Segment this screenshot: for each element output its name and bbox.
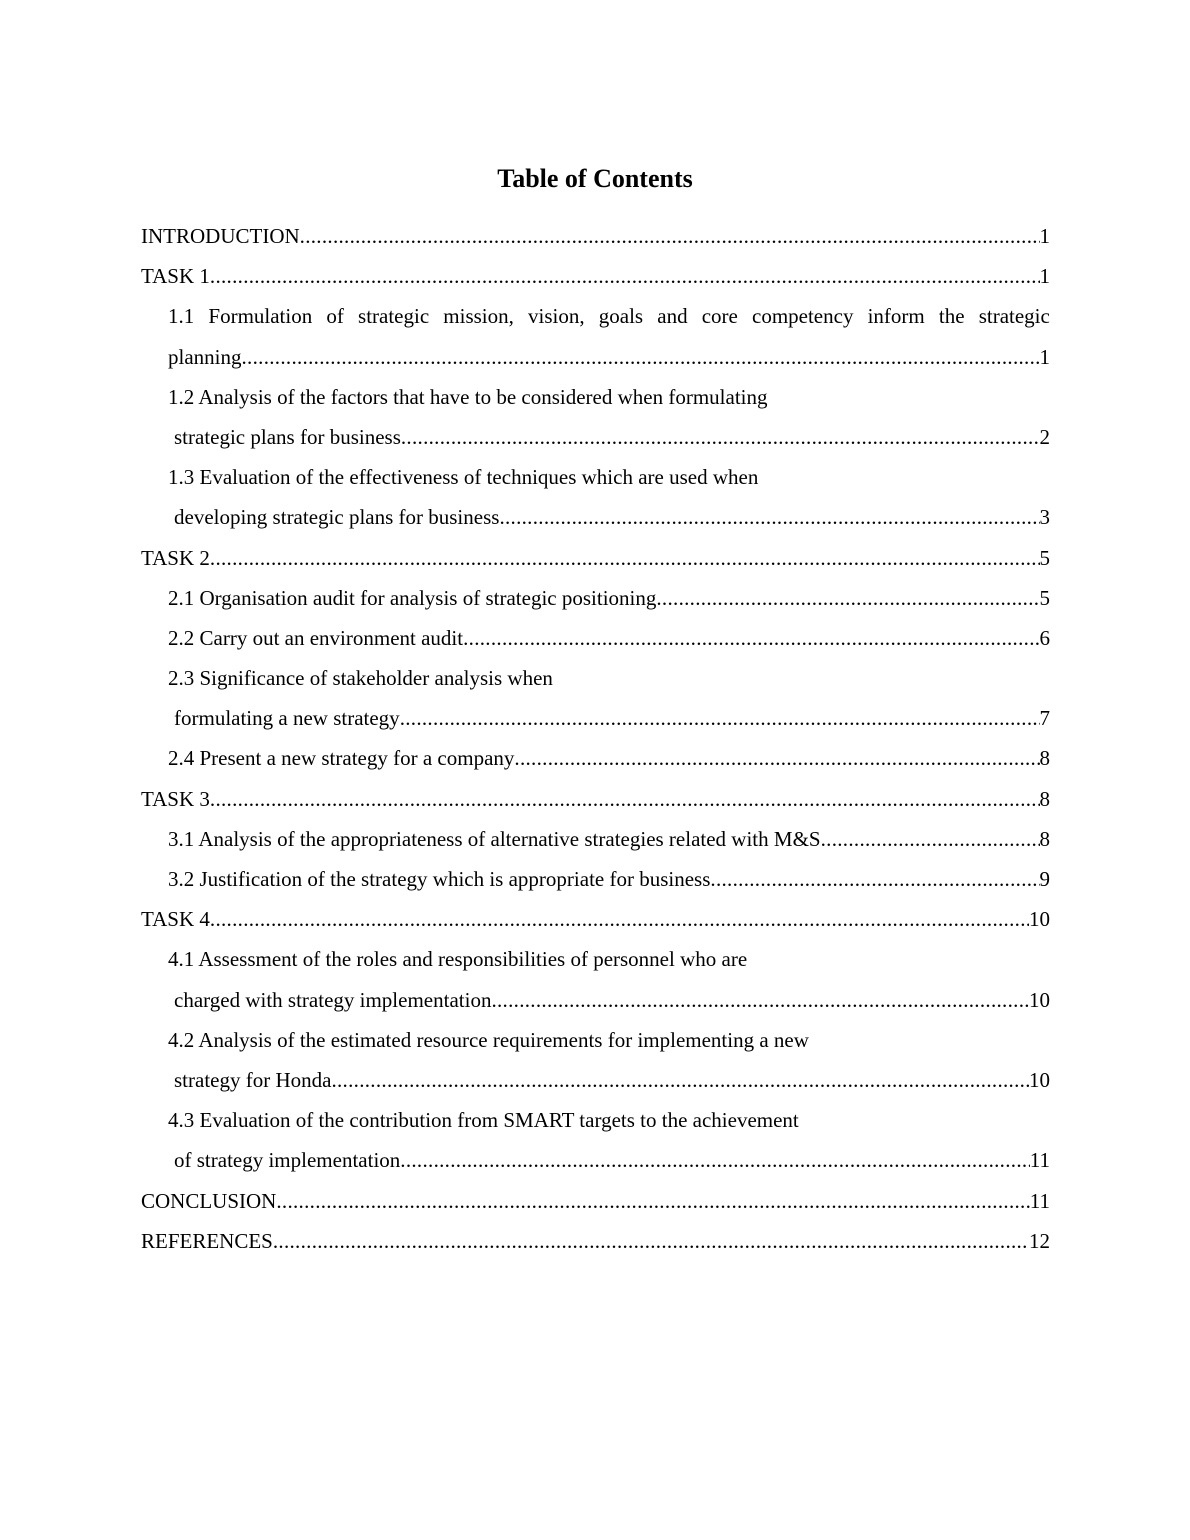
toc-entry-row	[168, 618, 1050, 658]
toc-page-number: 3	[1039, 505, 1050, 530]
toc-page-number: 1	[1039, 344, 1050, 369]
toc-entry-text: 2.4 Present a new strategy for a company	[168, 746, 515, 771]
toc-entry-row	[141, 899, 1050, 939]
toc-entry-first-line: 1.1 Formulation of strategic mission, vision, goals and core competency inform the strategic	[168, 304, 1050, 329]
toc-dot-leader	[210, 256, 1040, 296]
toc-dot-leader	[821, 819, 1040, 859]
toc-entry-text: strategy for Honda	[174, 1067, 332, 1092]
toc-page-number: 8	[1039, 786, 1050, 811]
toc-entry-row	[141, 1181, 1050, 1221]
toc-dot-leader	[273, 1221, 1029, 1261]
toc-page-number: 10	[1029, 1067, 1050, 1092]
toc-subsection-entry[interactable]	[141, 859, 1050, 899]
toc-entry-text: strategic plans for business	[174, 424, 401, 449]
toc-entry-row	[168, 578, 1050, 618]
toc-dot-leader	[276, 1181, 1029, 1221]
toc-page-number: 12	[1029, 1228, 1050, 1253]
toc-dot-leader	[710, 859, 1039, 899]
toc-entry-text: 3.2 Justification of the strategy which is appropriate for business	[168, 867, 711, 891]
toc-subsection-entry[interactable]	[141, 658, 1050, 738]
toc-entry-row	[168, 819, 1050, 859]
toc-entry-first-line: 4.1 Assessment of the roles and responsibilities of personnel who are	[168, 947, 748, 972]
toc-subsection-entry[interactable]	[141, 618, 1050, 658]
toc-entry-text: formulating a new strategy	[174, 706, 400, 731]
toc-entry-first-line: 2.3 Significance of stakeholder analysis when	[168, 666, 553, 691]
toc-entry-text: charged with strategy implementation	[174, 987, 492, 1012]
toc-entry-text: 2.2 Carry out an environment audit	[168, 625, 464, 650]
toc-entry-first-line: 1.3 Evaluation of the effectiveness of techniques which are used when	[168, 465, 759, 490]
toc-entry-row	[168, 738, 1050, 778]
toc-entry-row	[168, 1140, 1050, 1180]
toc-entry-text: planning	[168, 344, 242, 369]
toc-entry-text: TASK 2	[141, 545, 210, 570]
toc-page-number: 10	[1029, 907, 1050, 932]
toc-page-number: 6	[1039, 625, 1050, 650]
toc-page-number: 7	[1039, 706, 1050, 731]
toc-dot-leader	[400, 698, 1040, 738]
toc-page-number: 5	[1039, 585, 1050, 610]
toc-dot-leader	[210, 779, 1040, 819]
toc-page-number: 8	[1039, 826, 1050, 851]
toc-entry-row	[141, 256, 1050, 296]
toc-page-number: 1	[1039, 224, 1050, 248]
toc-dot-leader	[491, 980, 1029, 1020]
toc-entry-row	[168, 859, 1050, 899]
toc-section-entry[interactable]	[141, 779, 1050, 819]
toc-entry-text: TASK 3	[141, 786, 210, 811]
toc-section-entry[interactable]	[141, 1221, 1050, 1261]
toc-entry-row	[168, 698, 1050, 738]
toc-dot-leader	[210, 899, 1029, 939]
toc-entry-first-line: 4.2 Analysis of the estimated resource requirements for implementing a new	[168, 1027, 809, 1052]
toc-dot-leader	[401, 417, 1040, 457]
toc-subsection-entry[interactable]	[141, 819, 1050, 859]
toc-section-entry[interactable]	[141, 256, 1050, 296]
toc-entry-text: INTRODUCTION	[141, 224, 300, 248]
toc-subsection-entry[interactable]	[141, 738, 1050, 778]
toc-entry-row	[168, 497, 1050, 537]
toc-entry-text: developing strategic plans for business	[174, 505, 500, 530]
toc-entry-row	[168, 980, 1050, 1020]
toc-page-number: 9	[1039, 867, 1050, 891]
toc-entry-row	[141, 538, 1050, 578]
toc-entry-row	[168, 337, 1050, 377]
toc-entry-text: 2.1 Organisation audit for analysis of strategic positioning	[168, 585, 657, 610]
toc-page-number: 2	[1039, 424, 1050, 449]
toc-page-number: 11	[1029, 1148, 1050, 1173]
toc-section-entry[interactable]	[141, 216, 1050, 256]
toc-dot-leader	[242, 337, 1040, 377]
toc-section-entry[interactable]	[141, 1181, 1050, 1221]
toc-entry-row	[141, 216, 1050, 256]
toc-entry-text: 3.1 Analysis of the appropriateness of alternative strategies related with M&S	[168, 826, 821, 851]
toc-page-number: 1	[1039, 264, 1050, 289]
toc-section-entry[interactable]	[141, 899, 1050, 939]
toc-subsection-entry[interactable]	[141, 377, 1050, 457]
toc-dot-leader	[463, 618, 1039, 658]
toc-title: Table of Contents	[497, 164, 693, 193]
toc-entry-first-line: 1.2 Analysis of the factors that have to be considered when formulating	[168, 384, 768, 409]
toc-page-number: 11	[1029, 1188, 1050, 1213]
toc-subsection-entry[interactable]	[141, 296, 1050, 376]
toc-dot-leader	[514, 738, 1039, 778]
toc-entry-text: TASK 1	[141, 264, 210, 289]
toc-entry-row	[168, 417, 1050, 457]
toc-subsection-entry[interactable]	[141, 939, 1050, 1019]
toc-list	[141, 216, 1050, 1261]
toc-page-number: 5	[1039, 545, 1050, 570]
toc-dot-leader	[300, 216, 1040, 256]
toc-entry-row	[141, 1221, 1050, 1261]
toc-dot-leader	[400, 1140, 1029, 1180]
toc-entry-text: REFERENCES	[141, 1228, 273, 1253]
toc-page-number: 10	[1029, 987, 1050, 1012]
toc-entry-text: TASK 4	[141, 907, 210, 932]
toc-entry-first-line: 4.3 Evaluation of the contribution from SMART targets to the achievement	[168, 1108, 799, 1133]
toc-entry-text: CONCLUSION	[141, 1188, 277, 1213]
toc-entry-text: of strategy implementation	[174, 1148, 401, 1173]
toc-dot-leader	[331, 1060, 1029, 1100]
toc-dot-leader	[499, 497, 1039, 537]
toc-entry-row	[141, 779, 1050, 819]
toc-entry-row	[168, 1060, 1050, 1100]
toc-subsection-entry[interactable]	[141, 1020, 1050, 1100]
toc-page-number: 8	[1039, 746, 1050, 771]
toc-section-entry[interactable]	[141, 538, 1050, 578]
toc-dot-leader	[210, 538, 1040, 578]
toc-subsection-entry[interactable]	[141, 457, 1050, 537]
toc-subsection-entry[interactable]	[141, 578, 1050, 618]
toc-subsection-entry[interactable]	[141, 1100, 1050, 1180]
toc-dot-leader	[656, 578, 1039, 618]
